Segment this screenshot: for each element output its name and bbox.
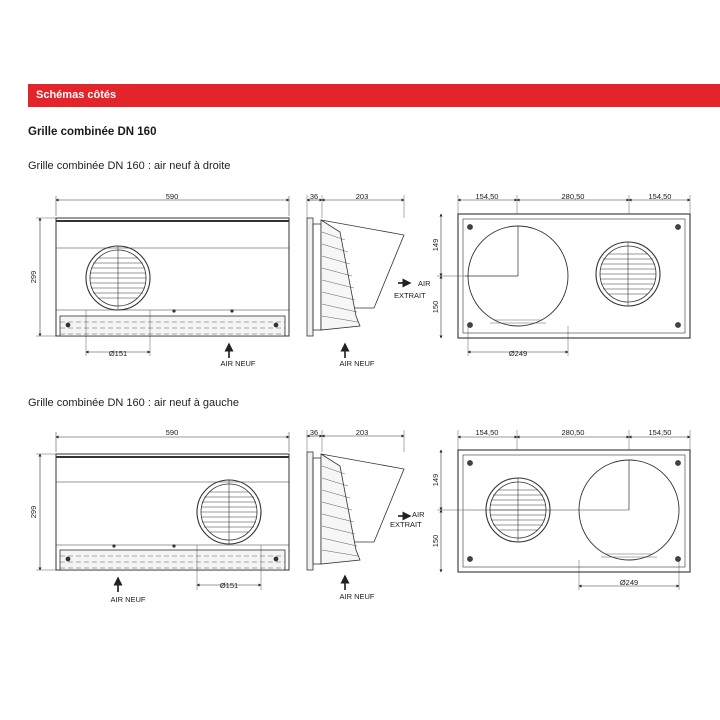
side-1-extrait-label: EXTRAIT bbox=[394, 291, 426, 300]
side-view-1 bbox=[307, 195, 410, 358]
back-1-w1-label: 154,50 bbox=[475, 192, 499, 201]
back-2-w1-label: 154,50 bbox=[475, 428, 499, 437]
side-1-d1-label: 36 bbox=[309, 192, 319, 201]
side-2-d1-label: 36 bbox=[309, 428, 319, 437]
front-2-width-label: 590 bbox=[165, 428, 179, 437]
side-1-d2-label: 203 bbox=[355, 192, 369, 201]
page-heading: Grille combinée DN 160 bbox=[28, 126, 157, 138]
front-1-width-label: 590 bbox=[165, 192, 179, 201]
front-2-diameter-label: Ø151 bbox=[219, 581, 239, 590]
back-1-diameter-label: Ø249 bbox=[508, 349, 528, 358]
front-view-1 bbox=[36, 196, 289, 358]
front-1-diameter-label: Ø151 bbox=[108, 349, 128, 358]
section-1-drawings bbox=[29, 192, 690, 368]
side-2-d2-label: 203 bbox=[355, 428, 369, 437]
back-2-w2-label: 280,50 bbox=[561, 428, 585, 437]
front-2-height-label: 299 bbox=[29, 505, 38, 519]
back-2-w3-label: 154,50 bbox=[648, 428, 672, 437]
back-view-2 bbox=[437, 430, 690, 590]
section-2-subtitle: Grille combinée DN 160 : air neuf à gauche bbox=[28, 397, 239, 409]
side-2-air-neuf-label: AIR NEUF bbox=[339, 592, 375, 601]
back-2-h2-label: 150 bbox=[431, 534, 440, 548]
side-1-air-neuf-label: AIR NEUF bbox=[339, 359, 375, 368]
section-1-subtitle: Grille combinée DN 160 : air neuf à droite bbox=[28, 160, 231, 172]
front-2-air-label: AIR NEUF bbox=[110, 595, 146, 604]
back-1-h2-label: 150 bbox=[431, 300, 440, 314]
back-2-h1-label: 149 bbox=[431, 473, 440, 487]
side-view-2 bbox=[307, 430, 410, 590]
back-1-h1-label: 149 bbox=[431, 238, 440, 252]
front-view-2 bbox=[36, 432, 289, 592]
front-1-height-label: 299 bbox=[29, 270, 38, 284]
back-1-w2-label: 280,50 bbox=[561, 192, 585, 201]
banner-title: Schémas côtés bbox=[36, 89, 117, 101]
side-2-air-label: AIR bbox=[412, 510, 425, 519]
side-2-extrait-label: EXTRAIT bbox=[390, 520, 422, 529]
back-view-1 bbox=[437, 195, 690, 356]
back-2-diameter-label: Ø249 bbox=[619, 578, 639, 587]
back-1-w3-label: 154,50 bbox=[648, 192, 672, 201]
section-2-drawings bbox=[29, 428, 690, 604]
front-1-air-label: AIR NEUF bbox=[220, 359, 256, 368]
side-1-air-label: AIR bbox=[418, 279, 431, 288]
